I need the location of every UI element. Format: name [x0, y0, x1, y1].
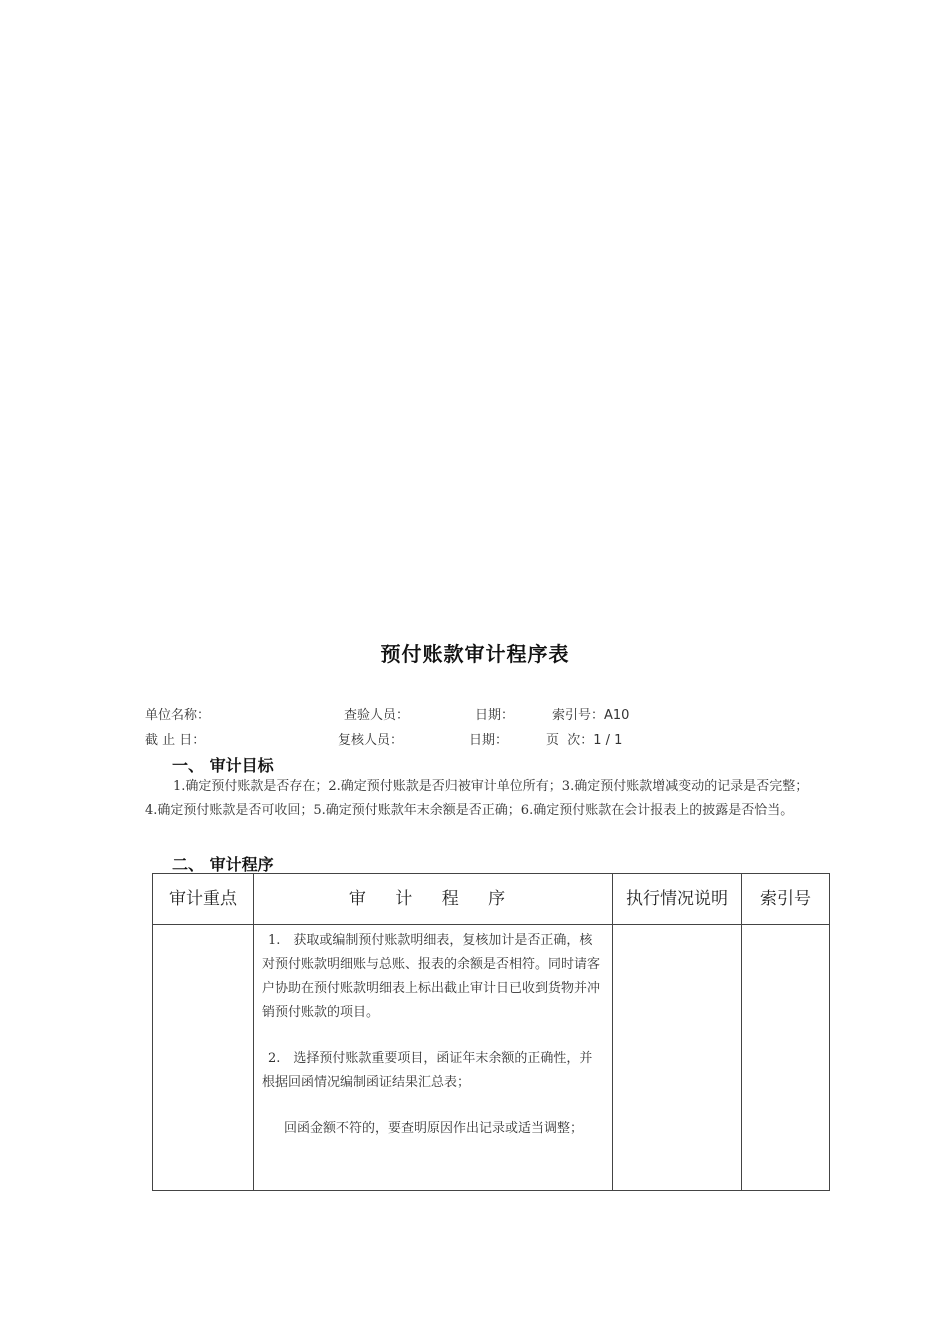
index-cell: [742, 925, 830, 1191]
col-header-focus: 审计重点: [153, 874, 254, 925]
index-label: [552, 704, 629, 723]
procedure-item: 1. 获取或编制预付账款明细表，复核加计是否正确，核对预付账款明细账与总账、报表的余额是否相符。同时请客户协助在预付账款明细表上标出截止审计日已收到货物并冲销预付账款的项目。: [262, 933, 601, 1020]
col-header-index: 索引号: [742, 874, 830, 925]
table-row: [153, 925, 830, 1191]
audit-procedure-table: [152, 873, 830, 1191]
procedure-item: 回函金额不符的，要查明原因作出记录或适当调整；: [284, 1121, 584, 1136]
procedure-cell: [254, 925, 613, 1191]
col-header-procedure: 审 计 程 序: [254, 874, 613, 925]
objectives-text: 1.确定预付账款是否存在；2.确定预付账款是否归被审计单位所有；3.确定预付账款增减变动的记录是否完整；4.确定预付账款是否可收回；5.确定预付账款年末余额是否正确；6.确定预付账款在会计报表上的披露是否恰当。: [145, 779, 809, 818]
col-header-execution: 执行情况说明: [613, 874, 742, 925]
date-label: 日期：: [475, 708, 515, 723]
inspector-label: 查验人员：: [344, 708, 410, 723]
index-value: A10: [604, 708, 630, 723]
execution-cell: [613, 925, 742, 1191]
section-heading-objectives: 一、 审计目标: [172, 756, 274, 775]
page-label: 页 次：: [546, 733, 594, 748]
unit-name-label: 单位名称：: [145, 708, 211, 723]
page-title: 预付账款审计程序表: [380, 642, 570, 666]
focus-cell: [153, 925, 254, 1191]
page-number: [546, 729, 622, 748]
index-label-text: 索引号：: [552, 708, 605, 723]
cutoff-date-label: 截 止 日：: [145, 733, 206, 748]
table-header-row: [153, 874, 830, 925]
procedure-item: 2. 选择预付账款重要项目，函证年末余额的正确性，并根据回函情况编制函证结果汇总表；: [262, 1051, 593, 1090]
section-heading-procedures: 二、 审计程序: [172, 855, 274, 874]
date-label-2: 日期：: [469, 733, 509, 748]
reviewer-label: 复核人员：: [338, 733, 404, 748]
page-value: 1 / 1: [593, 733, 623, 748]
